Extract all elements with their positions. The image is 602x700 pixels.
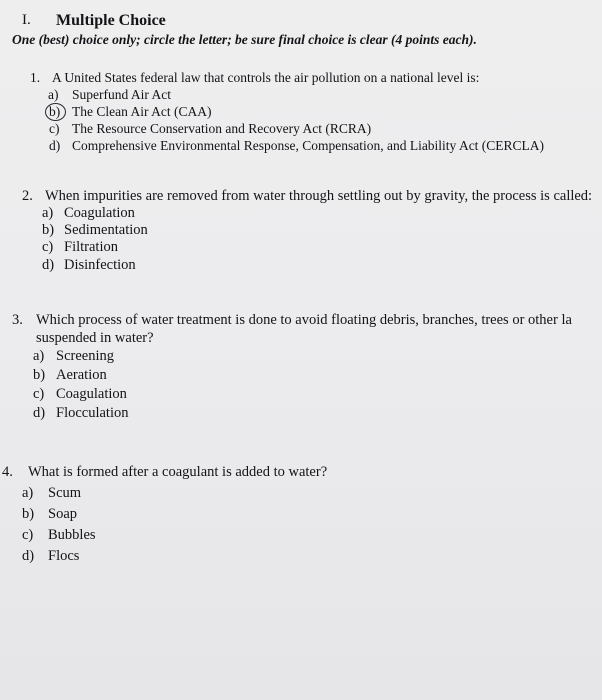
option-text: Superfund Air Act <box>72 87 171 102</box>
option-text: Flocs <box>48 548 80 564</box>
option-letter[interactable]: d) <box>42 257 55 273</box>
option-text: Coagulation <box>56 386 127 402</box>
option-text: Scum <box>48 485 82 501</box>
option-text: Sedimentation <box>64 222 148 238</box>
option-letter[interactable]: c) <box>49 121 60 136</box>
option-letter[interactable]: b) <box>33 367 46 383</box>
option-text: Filtration <box>64 239 118 255</box>
option-letter[interactable]: c) <box>42 239 54 255</box>
option-letter[interactable]: a) <box>22 485 34 501</box>
option-text: Bubbles <box>48 527 96 543</box>
question-text: Which process of water treatment is done to avoid floating debris, branches, trees or other la <box>36 312 572 328</box>
option-text: Aeration <box>56 367 107 383</box>
section-title: Multiple Choice <box>56 12 166 29</box>
option-letter[interactable]: b) <box>22 506 35 522</box>
option-letter[interactable]: d) <box>49 138 61 153</box>
option-letter[interactable]: c) <box>33 386 45 402</box>
section-number: I. <box>22 12 31 28</box>
option-text: Comprehensive Environmental Response, Compensation, and Liability Act (CERCLA) <box>72 138 545 153</box>
option-text: Disinfection <box>64 257 136 273</box>
option-letter[interactable]: a) <box>48 87 59 102</box>
question-text: When impurities are removed from water through settling out by gravity, the process is called: <box>45 188 593 204</box>
option-letter[interactable]: d) <box>33 405 46 421</box>
option-letter[interactable]: b) <box>42 222 55 238</box>
option-text: Soap <box>48 506 77 522</box>
option-letter[interactable]: d) <box>22 548 35 564</box>
option-text: Coagulation <box>64 205 135 221</box>
question-number: 2. <box>22 188 33 204</box>
question-text: What is formed after a coagulant is added to water? <box>28 464 328 480</box>
option-text: Screening <box>56 348 114 364</box>
question-text: A United States federal law that controls the air pollution on a national level is: <box>52 70 480 85</box>
option-letter[interactable]: a) <box>42 205 54 221</box>
instructions: One (best) choice only; circle the letter; be sure final choice is clear (4 points each). <box>12 32 477 47</box>
option-letter[interactable]: c) <box>22 527 34 543</box>
option-letter[interactable]: a) <box>33 348 45 364</box>
question-number: 1. <box>30 70 41 85</box>
option-text: The Clean Air Act (CAA) <box>72 104 212 119</box>
question-number: 4. <box>2 464 13 480</box>
option-letter-circled[interactable]: b) <box>49 104 61 119</box>
question-text-continued: suspended in water? <box>36 330 154 346</box>
question-number: 3. <box>12 312 23 328</box>
option-text: The Resource Conservation and Recovery Act (RCRA) <box>72 121 372 136</box>
option-text: Flocculation <box>56 405 129 421</box>
